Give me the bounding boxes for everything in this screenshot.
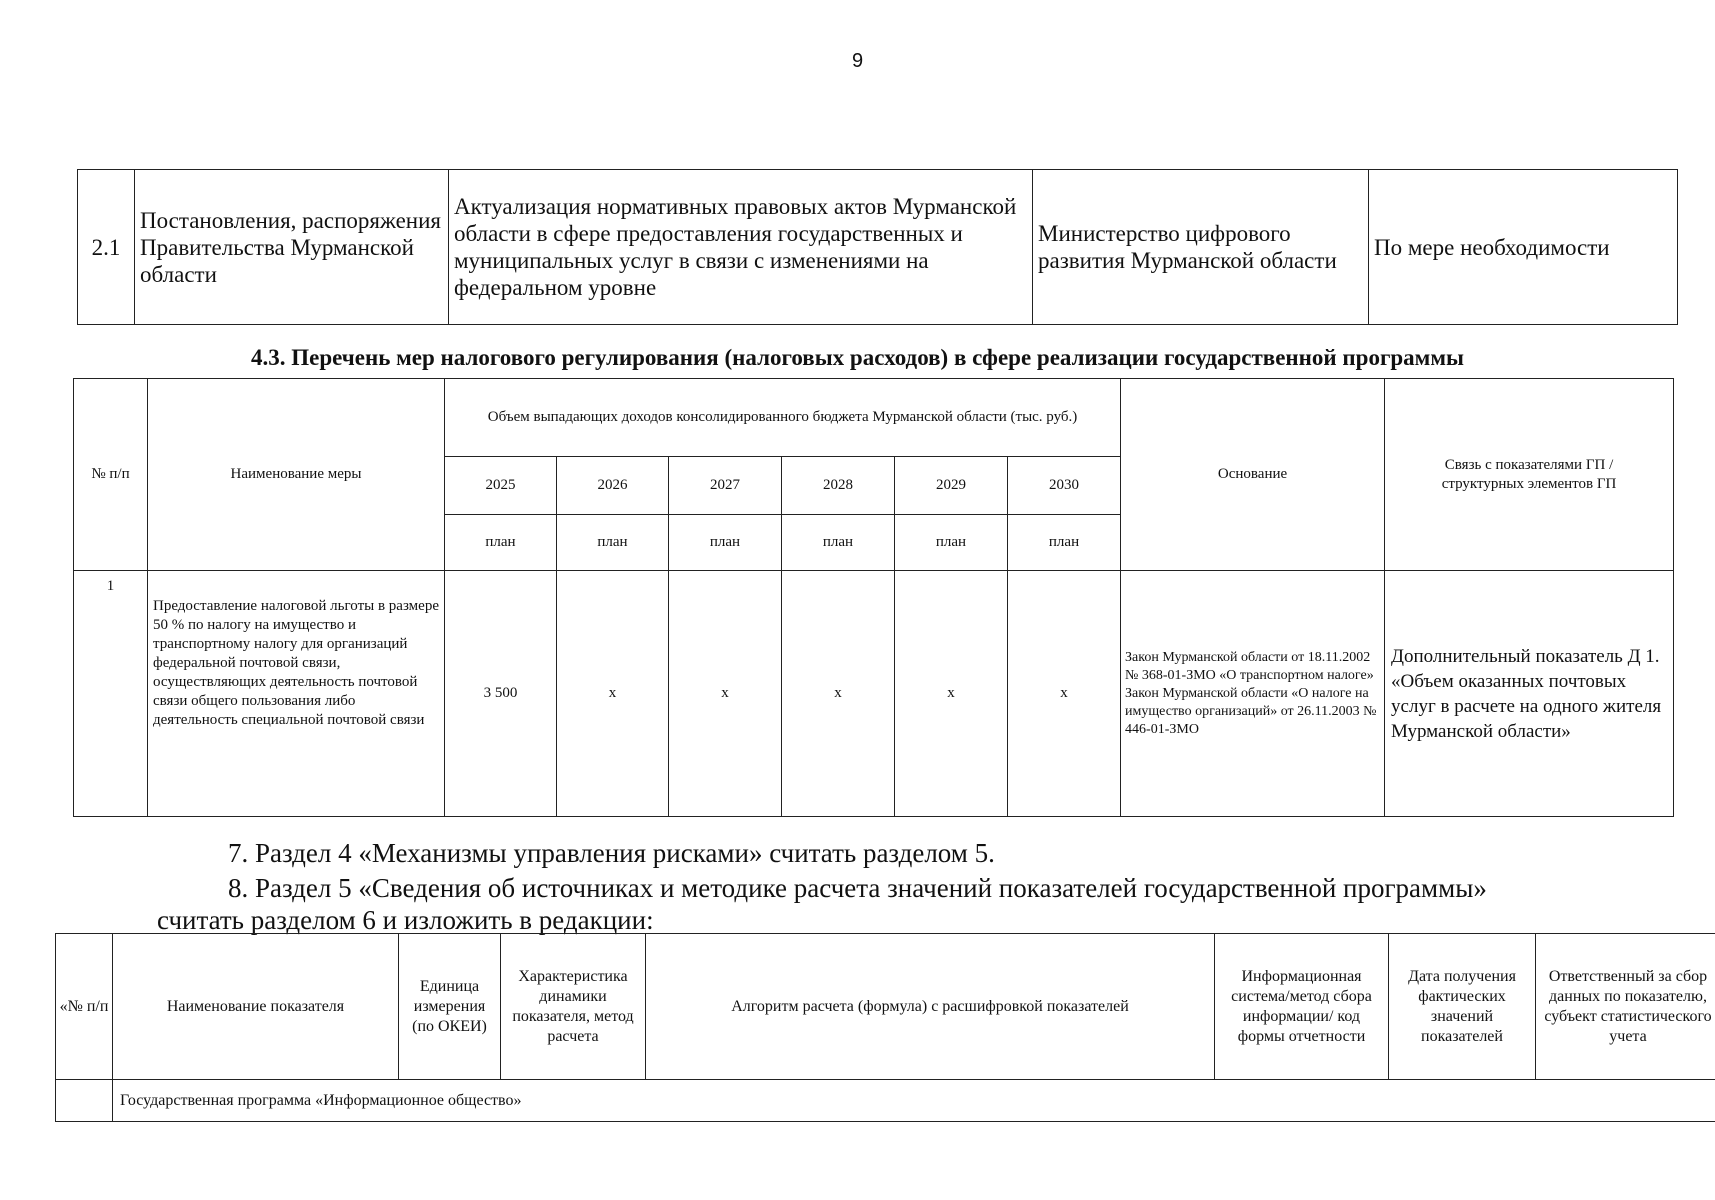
header-volume: Объем выпадающих доходов консолидированного бюджета Мурманской области (тыс. руб.) <box>445 379 1121 457</box>
empty-cell <box>56 1080 113 1122</box>
header-link: Связь с показателями ГП / структурных элементов ГП <box>1385 379 1674 571</box>
value-2025: 3 500 <box>445 571 557 817</box>
header-unit: Единица измерения (по ОКЕИ) <box>399 934 501 1080</box>
tax-measures-table <box>73 378 1674 817</box>
value-2029: х <box>895 571 1008 817</box>
paragraph-7: 7. Раздел 4 «Механизмы управления рисками» считать разделом 5. <box>228 838 995 868</box>
doc-type-cell: Постановления, распоряжения Правительства Мурманской области <box>135 170 449 325</box>
plan-label: план <box>895 515 1008 571</box>
program-row: Государственная программа «Информационное общество» <box>113 1080 1715 1122</box>
row-number: 1 <box>74 571 148 817</box>
row-number: 2.1 <box>78 170 135 325</box>
plan-label: план <box>445 515 557 571</box>
header-indicator: Наименование показателя <box>113 934 399 1080</box>
section-heading-4-3: 4.3. Перечень мер налогового регулирования (налоговых расходов) в сфере реализации государственной программы <box>251 345 1464 370</box>
header-num: «№ п/п <box>56 934 113 1080</box>
paragraph-8-line1: 8. Раздел 5 «Сведения об источниках и методике расчета значений показателей государственной программы» <box>228 873 1487 903</box>
header-measure: Наименование меры <box>148 379 445 571</box>
year-header: 2027 <box>669 457 782 515</box>
header-dynamics: Характеристика динамики показателя, метод расчета <box>501 934 646 1080</box>
paragraph-8-line2: считать разделом 6 и изложить в редакции: <box>157 905 654 935</box>
measure-cell: Предоставление налоговой льготы в размере 50 % по налогу на имущество и транспортному налогу для организаций федеральной почтовой связи, осуществляющих деятельность почтовой связи общего пользования либо деятельность специальной почтовой связи <box>148 571 445 817</box>
basis-cell: Закон Мурманской области от 18.11.2002 № 368-01-ЗМО «О транспортном налоге» Закон Мурманской области «О налоге на имущество организаций» от 26.11.2003 № 446-01-ЗМО <box>1121 571 1385 817</box>
header-algorithm: Алгоритм расчета (формула) с расшифровкой показателей <box>646 934 1215 1080</box>
description-cell: Актуализация нормативных правовых актов Мурманской области в сфере предоставления государственных и муниципальных услуг в связи с изменениями на федеральном уровне <box>449 170 1033 325</box>
value-2028: х <box>782 571 895 817</box>
year-header: 2029 <box>895 457 1008 515</box>
header-date: Дата получения фактических значений показателей <box>1389 934 1536 1080</box>
year-header: 2028 <box>782 457 895 515</box>
year-header: 2026 <box>557 457 669 515</box>
year-header: 2025 <box>445 457 557 515</box>
plan-label: план <box>1008 515 1121 571</box>
year-header: 2030 <box>1008 457 1121 515</box>
indicators-table <box>55 933 1715 1122</box>
executor-cell: Министерство цифрового развития Мурманской области <box>1033 170 1369 325</box>
plan-label: план <box>782 515 895 571</box>
header-basis: Основание <box>1121 379 1385 571</box>
term-cell: По мере необходимости <box>1369 170 1678 325</box>
value-2026: х <box>557 571 669 817</box>
link-cell: Дополнительный показатель Д 1. «Объем оказанных почтовых услуг в расчете на одного жителя Мурманской области» <box>1385 571 1674 817</box>
header-num: № п/п <box>74 379 148 571</box>
plan-label: план <box>669 515 782 571</box>
value-2027: х <box>669 571 782 817</box>
page-number: 9 <box>851 50 864 72</box>
plan-label: план <box>557 515 669 571</box>
measures-table-continuation <box>77 169 1678 325</box>
header-info-system: Информационная система/метод сбора информации/ код формы отчетности <box>1215 934 1389 1080</box>
value-2030: х <box>1008 571 1121 817</box>
header-responsible: Ответственный за сбор данных по показателю, субъект статистического учета <box>1536 934 1715 1080</box>
